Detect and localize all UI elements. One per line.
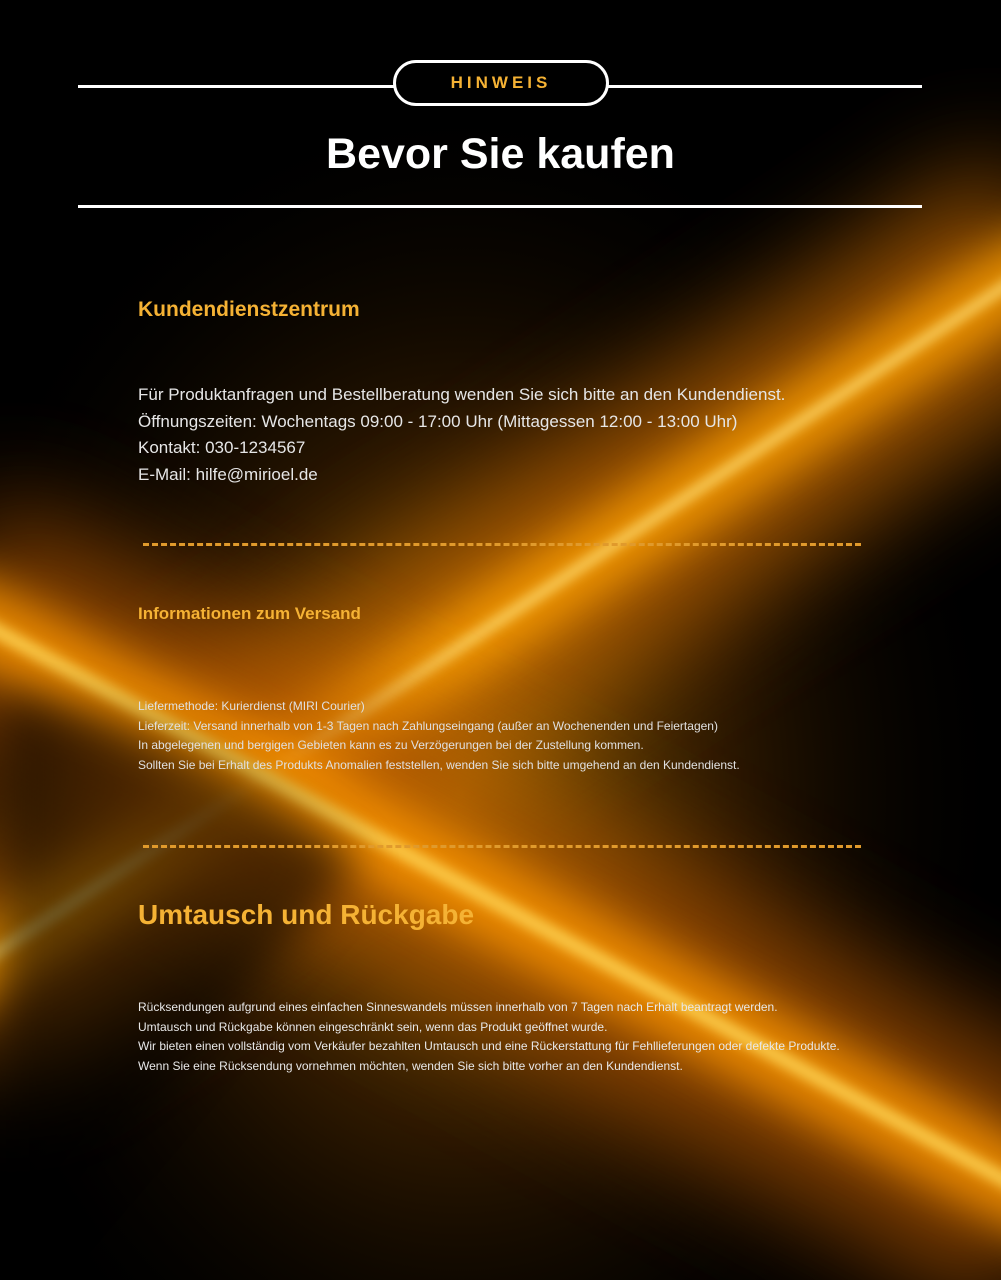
customer-service-heading: Kundendienstzentrum [138,298,360,321]
section-divider [143,845,861,848]
returns-line: Umtausch und Rückgabe können eingeschränkt sein, wenn das Produkt geöffnet wurde. [138,1019,608,1034]
customer-service-line: Öffnungszeiten: Wochentags 09:00 - 17:00 Uhr (Mittagessen 12:00 - 13:00 Uhr) [138,411,738,431]
customer-service-line: Für Produktanfragen und Bestellberatung wenden Sie sich bitte an den Kundendienst. [138,385,786,404]
returns-line: Wir bieten einen vollständig vom Verkäufer bezahlten Umtausch und eine Rückerstattung für Fehllieferungen oder defekte Produkte. [138,1039,840,1053]
title-divider [78,205,922,208]
header-rule-right [608,85,922,88]
header-rule-left [78,85,394,88]
shipping-line: Lieferzeit: Versand innerhalb von 1-3 Tagen nach Zahlungseingang (außer an Wochenenden und Feiertagen) [138,718,718,733]
shipping-line: Liefermethode: Kurierdienst (MIRI Courier) [138,699,365,713]
customer-service-line: E-Mail: hilfe@mirioel.de [138,464,318,484]
returns-line: Wenn Sie eine Rücksendung vornehmen möchten, wenden Sie sich bitte vorher an den Kundendienst. [138,1058,683,1073]
returns-text [138,998,840,1076]
notice-badge: HINWEIS [393,60,609,106]
shipping-heading: Informationen zum Versand [138,604,361,623]
shipping-line: In abgelegenen und bergigen Gebieten kann es zu Verzögerungen bei der Zustellung kommen. [138,738,644,752]
page-title: Bevor Sie kaufen [326,130,675,178]
shipping-line: Sollten Sie bei Erhalt des Produkts Anomalien feststellen, wenden Sie sich bitte umgehend an den Kundendienst. [138,757,740,772]
customer-service-line: Kontakt: 030-1234567 [138,438,306,457]
returns-line: Rücksendungen aufgrund eines einfachen Sinneswandels müssen innerhalb von 7 Tagen nach Erhalt beantragt werden. [138,1000,778,1014]
section-divider [143,543,861,546]
customer-service-text [138,382,785,488]
shipping-text [138,697,740,775]
returns-heading: Umtausch und Rückgabe [138,899,475,930]
